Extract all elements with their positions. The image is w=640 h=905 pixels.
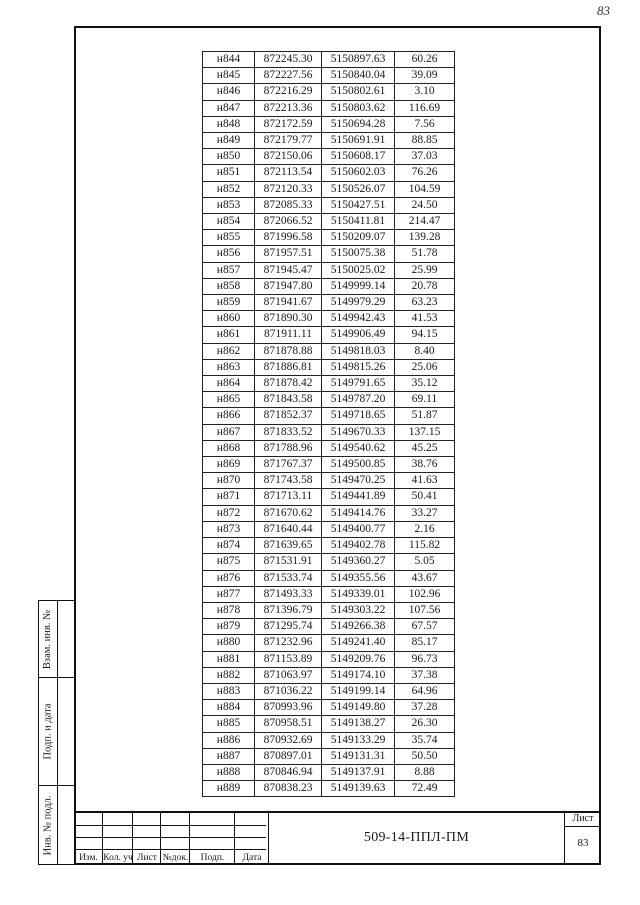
left-margin-strip — [38, 600, 74, 865]
distance-cell: 3.10 — [395, 84, 455, 100]
table-row — [203, 181, 455, 197]
point-id-cell: н858 — [203, 278, 255, 294]
point-id-cell: н854 — [203, 214, 255, 230]
y-coordinate-cell: 5149149.80 — [322, 700, 395, 716]
y-coordinate-cell: 5149718.65 — [322, 408, 395, 424]
x-coordinate-cell: 872213.36 — [255, 100, 322, 116]
x-coordinate-cell: 871878.42 — [255, 376, 322, 392]
x-coordinate-cell: 871396.79 — [255, 602, 322, 618]
distance-cell: 139.28 — [395, 230, 455, 246]
x-coordinate-cell: 870846.94 — [255, 764, 322, 780]
y-coordinate-cell: 5149540.62 — [322, 440, 395, 456]
y-coordinate-cell: 5150209.07 — [322, 230, 395, 246]
point-id-cell: н862 — [203, 343, 255, 359]
table-row — [203, 489, 455, 505]
point-id-cell: н882 — [203, 667, 255, 683]
table-row — [203, 359, 455, 375]
stamp-kol-uch-label: Кол. уч — [103, 853, 133, 863]
x-coordinate-cell: 871947.80 — [255, 278, 322, 294]
y-coordinate-cell: 5150427.51 — [322, 197, 395, 213]
y-coordinate-cell: 5149139.63 — [322, 781, 395, 797]
point-id-cell: н876 — [203, 570, 255, 586]
x-coordinate-cell: 871878.88 — [255, 343, 322, 359]
distance-cell: 72.49 — [395, 781, 455, 797]
x-coordinate-cell: 872085.33 — [255, 197, 322, 213]
y-coordinate-cell: 5149360.27 — [322, 554, 395, 570]
table-row — [203, 133, 455, 149]
x-coordinate-cell: 871957.51 — [255, 246, 322, 262]
x-coordinate-cell: 872216.29 — [255, 84, 322, 100]
point-id-cell: н881 — [203, 651, 255, 667]
table-row — [203, 116, 455, 132]
x-coordinate-cell: 871533.74 — [255, 570, 322, 586]
y-coordinate-cell: 5149131.31 — [322, 748, 395, 764]
point-id-cell: н875 — [203, 554, 255, 570]
table-row — [203, 376, 455, 392]
table-row — [203, 295, 455, 311]
table-row — [203, 84, 455, 100]
y-coordinate-cell: 5149339.01 — [322, 586, 395, 602]
y-coordinate-cell: 5150691.91 — [322, 133, 395, 149]
distance-cell: 37.38 — [395, 667, 455, 683]
x-coordinate-cell: 872113.54 — [255, 165, 322, 181]
table-row — [203, 392, 455, 408]
y-coordinate-cell: 5150526.07 — [322, 181, 395, 197]
point-id-cell: н880 — [203, 635, 255, 651]
x-coordinate-cell: 871911.11 — [255, 327, 322, 343]
table-row — [203, 149, 455, 165]
point-id-cell: н887 — [203, 748, 255, 764]
table-row — [203, 716, 455, 732]
y-coordinate-cell: 5150602.03 — [322, 165, 395, 181]
table-row — [203, 165, 455, 181]
point-id-cell: н865 — [203, 392, 255, 408]
point-id-cell: н888 — [203, 764, 255, 780]
document-code: 509-14-ППЛ-ПМ — [363, 830, 470, 845]
distance-cell: 60.26 — [395, 52, 455, 68]
x-coordinate-cell: 871295.74 — [255, 619, 322, 635]
sheet-number: 83 — [577, 837, 589, 849]
distance-cell: 96.73 — [395, 651, 455, 667]
distance-cell: 37.28 — [395, 700, 455, 716]
y-coordinate-cell: 5149942.43 — [322, 311, 395, 327]
x-coordinate-cell: 871639.65 — [255, 538, 322, 554]
distance-cell: 25.06 — [395, 359, 455, 375]
distance-cell: 51.78 — [395, 246, 455, 262]
y-coordinate-cell: 5150802.61 — [322, 84, 395, 100]
distance-cell: 50.41 — [395, 489, 455, 505]
distance-cell: 76.26 — [395, 165, 455, 181]
podp-data-label: Подп. и дата — [42, 702, 54, 760]
table-row — [203, 781, 455, 797]
point-id-cell: н889 — [203, 781, 255, 797]
point-id-cell: н861 — [203, 327, 255, 343]
x-coordinate-cell: 870958.51 — [255, 716, 322, 732]
point-id-cell: н847 — [203, 100, 255, 116]
y-coordinate-cell: 5150025.02 — [322, 262, 395, 278]
y-coordinate-cell: 5149138.27 — [322, 716, 395, 732]
y-coordinate-cell: 5150075.38 — [322, 246, 395, 262]
inv-podl-label: Инв. № подл. — [42, 795, 54, 855]
x-coordinate-cell: 871232.96 — [255, 635, 322, 651]
point-id-cell: н871 — [203, 489, 255, 505]
y-coordinate-cell: 5149787.20 — [322, 392, 395, 408]
x-coordinate-cell: 872245.30 — [255, 52, 322, 68]
x-coordinate-cell: 871843.58 — [255, 392, 322, 408]
table-row — [203, 327, 455, 343]
point-id-cell: н856 — [203, 246, 255, 262]
x-coordinate-cell: 871743.58 — [255, 473, 322, 489]
distance-cell: 50.50 — [395, 748, 455, 764]
table-row — [203, 68, 455, 84]
x-coordinate-cell: 871713.11 — [255, 489, 322, 505]
y-coordinate-cell: 5150608.17 — [322, 149, 395, 165]
point-id-cell: н859 — [203, 295, 255, 311]
distance-cell: 33.27 — [395, 505, 455, 521]
table-row — [203, 440, 455, 456]
y-coordinate-cell: 5149818.03 — [322, 343, 395, 359]
y-coordinate-cell: 5149906.49 — [322, 327, 395, 343]
table-row — [203, 667, 455, 683]
point-id-cell: н845 — [203, 68, 255, 84]
table-row — [203, 521, 455, 537]
table-row — [203, 457, 455, 473]
y-coordinate-cell: 5149414.76 — [322, 505, 395, 521]
y-coordinate-cell: 5149266.38 — [322, 619, 395, 635]
y-coordinate-cell: 5149199.14 — [322, 683, 395, 699]
distance-cell: 8.40 — [395, 343, 455, 359]
table-row — [203, 100, 455, 116]
y-coordinate-cell: 5149355.56 — [322, 570, 395, 586]
handwritten-page-note: 83 — [597, 3, 610, 18]
point-id-cell: н852 — [203, 181, 255, 197]
y-coordinate-cell: 5149979.29 — [322, 295, 395, 311]
point-id-cell: н866 — [203, 408, 255, 424]
x-coordinate-cell: 871886.81 — [255, 359, 322, 375]
distance-cell: 104.59 — [395, 181, 455, 197]
point-id-cell: н850 — [203, 149, 255, 165]
y-coordinate-cell: 5150897.63 — [322, 52, 395, 68]
distance-cell: 39.09 — [395, 68, 455, 84]
distance-cell: 115.82 — [395, 538, 455, 554]
x-coordinate-cell: 870897.01 — [255, 748, 322, 764]
x-coordinate-cell: 872172.59 — [255, 116, 322, 132]
table-row — [203, 408, 455, 424]
distance-cell: 5.05 — [395, 554, 455, 570]
table-row — [203, 748, 455, 764]
x-coordinate-cell: 871996.58 — [255, 230, 322, 246]
distance-cell: 107.56 — [395, 602, 455, 618]
distance-cell: 51.87 — [395, 408, 455, 424]
y-coordinate-cell: 5150411.81 — [322, 214, 395, 230]
x-coordinate-cell: 871036.22 — [255, 683, 322, 699]
table-row — [203, 214, 455, 230]
table-row — [203, 262, 455, 278]
x-coordinate-cell: 870932.69 — [255, 732, 322, 748]
point-id-cell: н885 — [203, 716, 255, 732]
stamp-podp-label: Подп. — [200, 853, 225, 863]
y-coordinate-cell: 5149500.85 — [322, 457, 395, 473]
x-coordinate-cell: 871767.37 — [255, 457, 322, 473]
distance-cell: 37.03 — [395, 149, 455, 165]
distance-cell: 35.74 — [395, 732, 455, 748]
distance-cell: 8.88 — [395, 764, 455, 780]
distance-cell: 43.67 — [395, 570, 455, 586]
point-id-cell: н886 — [203, 732, 255, 748]
distance-cell: 7.56 — [395, 116, 455, 132]
y-coordinate-cell: 5149133.29 — [322, 732, 395, 748]
point-id-cell: н860 — [203, 311, 255, 327]
y-coordinate-cell: 5149402.78 — [322, 538, 395, 554]
point-id-cell: н877 — [203, 586, 255, 602]
table-row — [203, 651, 455, 667]
point-id-cell: н851 — [203, 165, 255, 181]
y-coordinate-cell: 5149670.33 — [322, 424, 395, 440]
distance-cell: 85.17 — [395, 635, 455, 651]
distance-cell: 35.12 — [395, 376, 455, 392]
table-row — [203, 570, 455, 586]
distance-cell: 45.25 — [395, 440, 455, 456]
table-row — [203, 278, 455, 294]
x-coordinate-cell: 871153.89 — [255, 651, 322, 667]
point-id-cell: н853 — [203, 197, 255, 213]
y-coordinate-cell: 5149400.77 — [322, 521, 395, 537]
y-coordinate-cell: 5149441.89 — [322, 489, 395, 505]
stamp-list-label: Лист — [137, 853, 157, 863]
table-row — [203, 424, 455, 440]
x-coordinate-cell: 871063.97 — [255, 667, 322, 683]
distance-cell: 88.85 — [395, 133, 455, 149]
y-coordinate-cell: 5149791.65 — [322, 376, 395, 392]
point-id-cell: н857 — [203, 262, 255, 278]
y-coordinate-cell: 5149303.22 — [322, 602, 395, 618]
point-id-cell: н849 — [203, 133, 255, 149]
x-coordinate-cell: 871852.37 — [255, 408, 322, 424]
distance-cell: 2.16 — [395, 521, 455, 537]
table-row — [203, 764, 455, 780]
point-id-cell: н855 — [203, 230, 255, 246]
y-coordinate-cell: 5149815.26 — [322, 359, 395, 375]
y-coordinate-cell: 5149174.10 — [322, 667, 395, 683]
distance-cell: 41.63 — [395, 473, 455, 489]
x-coordinate-cell: 870838.23 — [255, 781, 322, 797]
distance-cell: 116.69 — [395, 100, 455, 116]
stamp-izm-label: Изм. — [79, 853, 98, 863]
table-row — [203, 586, 455, 602]
table-row — [203, 505, 455, 521]
x-coordinate-cell: 871493.33 — [255, 586, 322, 602]
distance-cell: 214.47 — [395, 214, 455, 230]
distance-cell: 38.76 — [395, 457, 455, 473]
x-coordinate-cell: 872227.56 — [255, 68, 322, 84]
table-row — [203, 311, 455, 327]
sheet-label: Лист — [565, 812, 601, 827]
sheet-number-box — [564, 811, 601, 865]
table-row — [203, 343, 455, 359]
stamp-data-label: Дата — [242, 853, 262, 863]
table-row — [203, 197, 455, 213]
point-id-cell: н878 — [203, 602, 255, 618]
table-row — [203, 700, 455, 716]
distance-cell: 41.53 — [395, 311, 455, 327]
distance-cell: 102.96 — [395, 586, 455, 602]
distance-cell: 25.99 — [395, 262, 455, 278]
distance-cell: 26.30 — [395, 716, 455, 732]
y-coordinate-cell: 5150694.28 — [322, 116, 395, 132]
distance-cell: 63.23 — [395, 295, 455, 311]
point-id-cell: н848 — [203, 116, 255, 132]
table-row — [203, 635, 455, 651]
y-coordinate-cell: 5149470.25 — [322, 473, 395, 489]
y-coordinate-cell: 5150840.04 — [322, 68, 395, 84]
x-coordinate-cell: 872150.06 — [255, 149, 322, 165]
point-id-cell: н844 — [203, 52, 255, 68]
x-coordinate-cell: 872066.52 — [255, 214, 322, 230]
y-coordinate-cell: 5149999.14 — [322, 278, 395, 294]
y-coordinate-cell: 5150803.62 — [322, 100, 395, 116]
distance-cell: 20.78 — [395, 278, 455, 294]
x-coordinate-cell: 870993.96 — [255, 700, 322, 716]
x-coordinate-cell: 871833.52 — [255, 424, 322, 440]
table-row — [203, 683, 455, 699]
point-id-cell: н884 — [203, 700, 255, 716]
x-coordinate-cell: 871531.91 — [255, 554, 322, 570]
y-coordinate-cell: 5149209.76 — [322, 651, 395, 667]
point-id-cell: н870 — [203, 473, 255, 489]
x-coordinate-cell: 871945.47 — [255, 262, 322, 278]
y-coordinate-cell: 5149137.91 — [322, 764, 395, 780]
table-row — [203, 732, 455, 748]
coordinates-table — [202, 51, 455, 797]
point-id-cell: н883 — [203, 683, 255, 699]
point-id-cell: н867 — [203, 424, 255, 440]
point-id-cell: н846 — [203, 84, 255, 100]
distance-cell: 137.15 — [395, 424, 455, 440]
stamp-ndok-label: №док. — [162, 853, 189, 863]
x-coordinate-cell: 872120.33 — [255, 181, 322, 197]
point-id-cell: н873 — [203, 521, 255, 537]
distance-cell: 69.11 — [395, 392, 455, 408]
table-row — [203, 554, 455, 570]
x-coordinate-cell: 871941.67 — [255, 295, 322, 311]
distance-cell: 24.50 — [395, 197, 455, 213]
table-row — [203, 473, 455, 489]
point-id-cell: н868 — [203, 440, 255, 456]
x-coordinate-cell: 871640.44 — [255, 521, 322, 537]
distance-cell: 94.15 — [395, 327, 455, 343]
x-coordinate-cell: 871890.30 — [255, 311, 322, 327]
vzam-inv-label: Взам. инв. № — [42, 609, 54, 669]
point-id-cell: н872 — [203, 505, 255, 521]
table-row — [203, 230, 455, 246]
table-row — [203, 619, 455, 635]
table-row — [203, 52, 455, 68]
distance-cell: 67.57 — [395, 619, 455, 635]
point-id-cell: н864 — [203, 376, 255, 392]
point-id-cell: н874 — [203, 538, 255, 554]
table-row — [203, 602, 455, 618]
point-id-cell: н863 — [203, 359, 255, 375]
point-id-cell: н869 — [203, 457, 255, 473]
x-coordinate-cell: 871670.62 — [255, 505, 322, 521]
point-id-cell: н879 — [203, 619, 255, 635]
x-coordinate-cell: 871788.96 — [255, 440, 322, 456]
table-row — [203, 246, 455, 262]
y-coordinate-cell: 5149241.40 — [322, 635, 395, 651]
distance-cell: 64.96 — [395, 683, 455, 699]
x-coordinate-cell: 872179.77 — [255, 133, 322, 149]
table-row — [203, 538, 455, 554]
